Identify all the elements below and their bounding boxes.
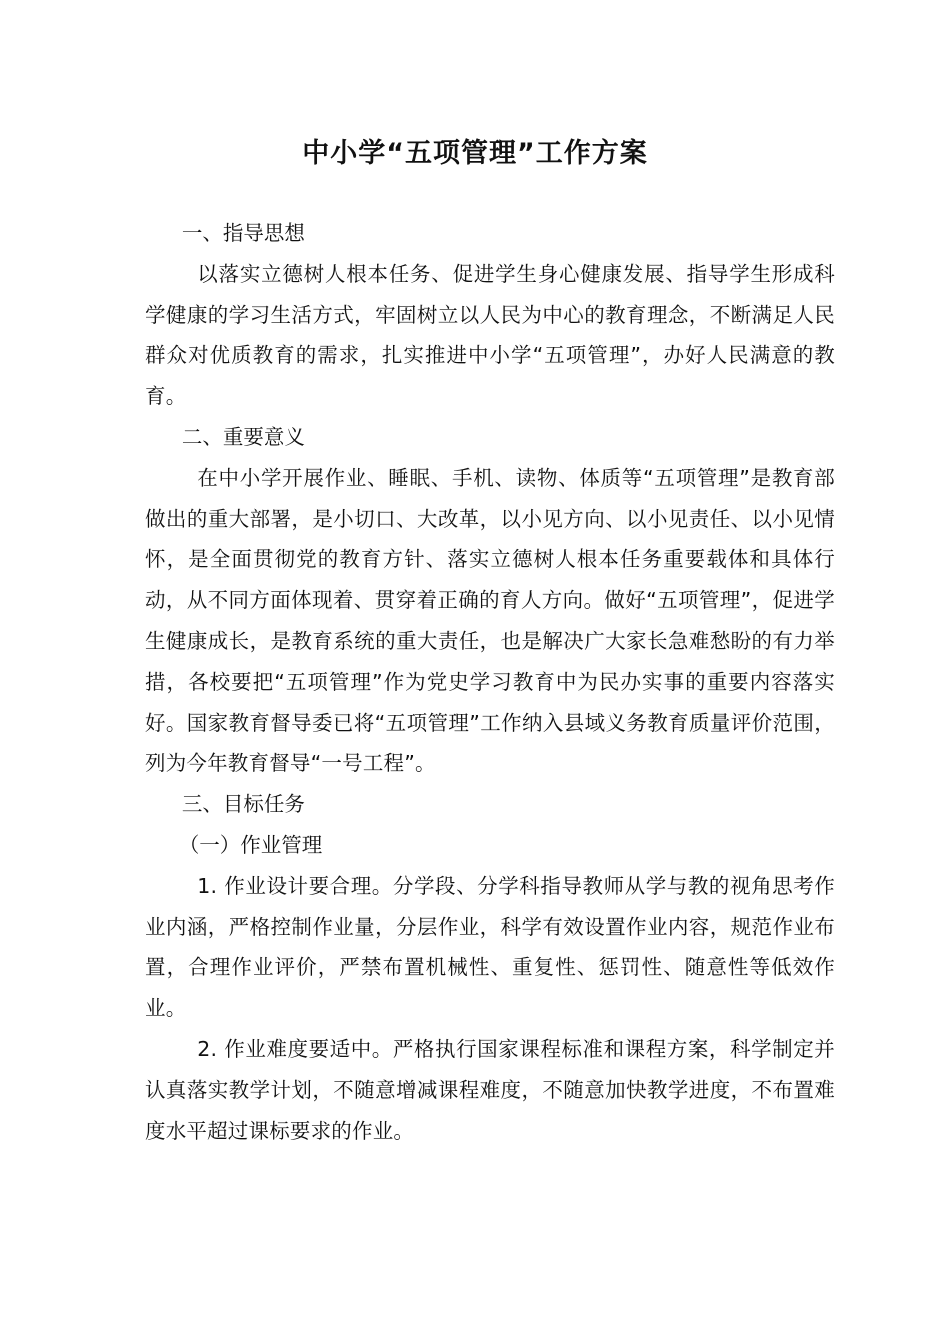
list-item-homework-difficulty: 2. 作业难度要适中。严格执行国家课程标准和课程方案，科学制定并认真落实教学计划，不随意增减课程难度，不随意加快教学进度，不布置难度水平超过课标要求的作业。 [145,1036,835,1143]
document-body [145,213,835,1151]
list-item-homework-design: 1. 作业设计要合理。分学段、分学科指导教师从学与教的视角思考作业内涵，严格控制作业量，分层作业，科学有效设置作业内容，规范作业布置，合理作业评价，严禁布置机械性、重复性、惩罚性、随意性等低效作业。 [145,873,835,1021]
paragraph-significance: 在中小学开展作业、睡眠、手机、读物、体质等“五项管理”是教育部做出的重大部署，是小切口、大改革，以小见方向、以小见责任、以小见情怀，是全面贯彻党的教育方针、落实立德树人根本任务重要载体和具体行动，从不同方面体现着、贯穿着正确的育人方向。做好“五项管理”，促进学生健康成长，是教育系统的重大责任，也是解决广大家长急难愁盼的有力举措，各校要把“五项管理”作为党史学习教育中为民办实事的重要内容落实好。国家教育督导委已将“五项管理”工作纳入县域义务教育质量评价范围，列为今年教育督导“一号工程”。 [145,465,835,776]
section-heading-significance: 二、重要意义 [181,424,305,449]
subsection-heading-homework-management: （一）作业管理 [178,832,323,857]
document-title: 中小学“五项管理”工作方案 [302,138,648,169]
section-heading-goals-tasks: 三、目标任务 [181,792,305,817]
section-heading-guiding-ideology: 一、指导思想 [181,221,305,245]
paragraph-guiding-ideology: 以落实立德树人根本任务、促进学生身心健康发展、指导学生形成科学健康的学习生活方式，牢固树立以人民为中心的教育理念，不断满足人民群众对优质教育的需求，扎实推进中小学“五项管理”，办好人民满意的教育。 [145,261,835,409]
